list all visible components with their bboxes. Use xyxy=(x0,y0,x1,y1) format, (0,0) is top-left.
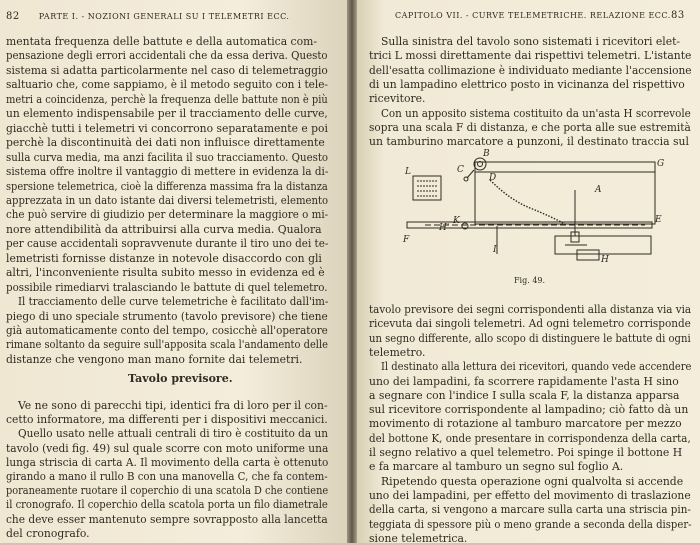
text-line: della carta, si vengono a marcare sulla carta una striscia pin- xyxy=(369,503,691,517)
text-line: movimento di rotazione al tamburo marcatore per mezzo xyxy=(369,417,682,431)
right-page xyxy=(357,0,700,543)
text-line: Quello usato nelle attuali centrali di tiro è costituito da un xyxy=(18,427,328,441)
text-line: Ripetendo questa operazione ogni qualvolta si accende xyxy=(381,474,684,488)
text-line: dell'esatta collimazione è individuato mediante l'accensione xyxy=(369,63,692,77)
text-line: tavolo (vedi fig. 49) sul quale scorre con moto uniforme una xyxy=(6,441,329,455)
left-running-head-text: PARTE I. - NOZIONI GENERALI SU I TELEMETRI ECC. xyxy=(38,12,290,21)
text-line: girando a mano il rullo B con una manovella C, che fa contem- xyxy=(6,470,328,483)
text-line: e fa marcare al tamburo un segno sul foglio A. xyxy=(369,460,624,474)
text-line: metri a coincidenza, perchè la frequenza delle battute non è più xyxy=(6,92,328,106)
text-line: ricevuta dai singoli telemetri. Ad ogni telemetro corrisponde xyxy=(369,317,691,331)
text-line: sistema si adatta particolarmente nel caso di telemetraggio xyxy=(6,63,328,77)
book-gutter xyxy=(347,0,357,543)
text-line: perchè la discontinuità dei dati non influisce direttamente xyxy=(6,136,325,150)
figure-label-c: C xyxy=(457,165,464,175)
text-line: apprezzata in un dato istante dai diversi telemetristi, elemento xyxy=(6,193,329,207)
figure-label-g: G xyxy=(657,159,665,169)
text-line: sione telemetrica. xyxy=(369,531,468,545)
right-running-head-text: CAPITOLO VII. - CURVE TELEMETRICHE. RELAZIONE ECC. xyxy=(395,11,671,20)
left-page xyxy=(0,0,347,543)
text-line: pensazione degli errori accidentali che da essa deriva. Questo xyxy=(6,49,328,63)
text-line: poraneamente ruotare il coperchio di una scatola D che contiene xyxy=(6,484,329,498)
text-line: Sulla sinistra del tavolo sono sistemati i ricevitori elet- xyxy=(381,35,681,48)
text-line: saltuario che, come sappiamo, è il metodo seguito con i tele- xyxy=(6,78,328,92)
text-line: Ve ne sono di parecchi tipi, identici fra di loro per il con- xyxy=(18,399,328,412)
text-line: sistema offre inoltre il vantaggio di mettere in evidenza la di- xyxy=(6,165,329,179)
text-line: del cronografo. xyxy=(6,526,90,540)
figure-label-e: E xyxy=(655,215,662,225)
text-line: sopra una scala F di distanza, e che porta alle sue estremità xyxy=(369,120,691,134)
left-running-head xyxy=(6,11,289,22)
text-line: ricevitore. xyxy=(369,92,426,106)
text-line: Il tracciamento delle curve telemetriche è facilitato dall'im- xyxy=(18,295,329,309)
text-line: piego di uno speciale strumento (tavolo previsore) che tiene xyxy=(6,309,328,323)
figure-label-d: D xyxy=(489,173,497,183)
text-line: altri, l'inconveniente risulta subito messo in evidenza ed è xyxy=(6,266,325,280)
figure-label-a: A xyxy=(595,185,602,195)
figure-label-k: K xyxy=(453,216,460,226)
text-line: giacchè tutti i telemetri vi concorrono separatamente e poi xyxy=(6,121,328,135)
section-heading: Tavolo previsore. xyxy=(128,372,233,385)
text-line: distanze che vengono man mano fornite dai telemetri. xyxy=(6,352,303,366)
text-line: mentata frequenza delle battute e della automatica com- xyxy=(6,35,317,48)
text-line: già automaticamente conto del tempo, cosicchè all'operatore xyxy=(6,324,328,337)
text-line: sulla curva media, ma anzi facilita il suo tracciamento. Questo xyxy=(6,150,329,164)
text-line: di un lampadino elettrico posto in vicinanza del rispettivo xyxy=(369,77,685,91)
figure-caption: Fig. 49. xyxy=(514,276,546,285)
text-line: tavolo previsore dei segni corrispondenti alla distanza via via xyxy=(369,303,692,316)
text-line: che deve esser mantenuto sempre sovrapposto alla lancetta xyxy=(6,512,328,526)
text-line: del bottone K, onde presentare in corrispondenza della carta, xyxy=(369,431,691,445)
text-line: un segno differente, allo scopo di distinguere le battute di ogni xyxy=(369,331,691,345)
text-line: nore attendibilità da attribuirsi alla curva media. Qualora xyxy=(6,222,322,236)
figure-label-h-prime: H' xyxy=(439,223,450,233)
text-line: Il destinato alla lettura dei ricevitori, quando vede accendere xyxy=(381,360,692,374)
figure-label-i: I xyxy=(493,245,497,255)
right-running-head xyxy=(395,10,685,21)
left-page-number: 82 xyxy=(6,11,20,22)
text-line: possibile rimediarvi tralasciando le battute di quel telemetro. xyxy=(6,280,328,294)
text-line: uno dei lampadini, fa scorrere rapidamente l'asta H sino xyxy=(369,374,679,388)
figure-label-l: L xyxy=(405,167,411,177)
text-line: che può servire di giudizio per determinare la maggiore o mi- xyxy=(6,208,329,222)
figure-49-diagram xyxy=(405,150,665,270)
text-line: lunga striscia di carta A. Il movimento della carta è ottenuto xyxy=(6,455,329,469)
text-line: cetto informatore, ma differenti per i dispositivi meccanici. xyxy=(6,413,328,427)
text-line: lemetristi fornisse distanze in notevole disaccordo con gli xyxy=(6,251,322,265)
text-line: per cause accidentali sopravvenute durante il tiro uno dei te- xyxy=(6,237,329,251)
text-line: sul ricevitore corrispondente al lampadino; ciò fatto dà un xyxy=(369,403,689,417)
text-line: Con un apposito sistema costituito da un'asta H scorrevole xyxy=(381,106,691,120)
text-line: rimane soltanto da seguire sull'apposita scala l'andamento delle xyxy=(6,338,328,352)
figure-label-b: B xyxy=(483,149,490,159)
figure-label-f: F xyxy=(403,235,410,245)
right-page-number: 83 xyxy=(671,10,685,21)
figure-label-h: H xyxy=(601,255,609,265)
text-line: un tamburino marcatore a punzoni, il destinato traccia sul xyxy=(369,135,689,149)
text-line: il cronografo. Il coperchio della scatola porta un filo diametrale xyxy=(6,498,328,512)
text-line: spersione telemetrica, cioè la differenza massima fra la distanza xyxy=(6,179,328,193)
text-line: telemetro. xyxy=(369,345,426,359)
text-line: a segnare con l'indice I sulla scala F, la distanza apparsa xyxy=(369,388,680,402)
text-line: il segno relativo a quel telemetro. Poi spinge il bottone H xyxy=(369,446,683,459)
text-line: uno dei lampadini, per effetto del movimento di traslazione xyxy=(369,488,691,502)
text-line: trici L mossi direttamente dai rispettivi telemetri. L'istante xyxy=(369,49,692,63)
text-line: teggiata di spessore più o meno grande a seconda della disper- xyxy=(369,517,692,531)
text-line: un elemento indispensabile per il tracciamento delle curve, xyxy=(6,107,328,121)
